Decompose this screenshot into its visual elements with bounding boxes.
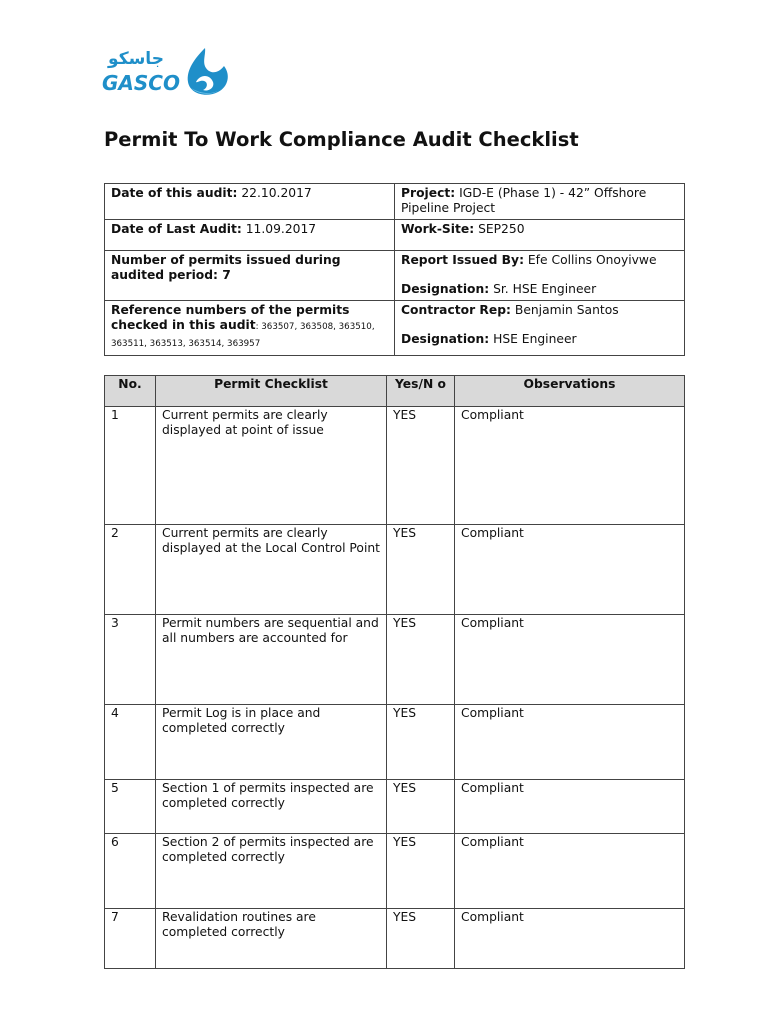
- reference-numbers-cell: [105, 301, 395, 356]
- row-checklist-item: Current permits are clearly displayed at point of issue: [156, 407, 387, 525]
- row-observation: Compliant: [455, 834, 685, 909]
- date-of-audit-value: 22.10.2017: [241, 186, 312, 200]
- row-answer: YES: [387, 407, 455, 525]
- report-issued-cell: [395, 251, 685, 301]
- row-checklist-item: Current permits are clearly displayed at the Local Control Point: [156, 525, 387, 615]
- date-of-audit-cell: [105, 184, 395, 220]
- last-audit-value: 11.09.2017: [245, 222, 317, 236]
- row-number: 6: [105, 834, 156, 909]
- designation-value: HSE Engineer: [493, 332, 577, 346]
- row-observation: Compliant: [455, 525, 685, 615]
- info-row: [105, 220, 685, 251]
- row-checklist-item: Section 2 of permits inspected are completed correctly: [156, 834, 387, 909]
- row-checklist-item: Permit numbers are sequential and all numbers are accounted for: [156, 615, 387, 705]
- last-audit-label: Date of Last Audit:: [111, 222, 242, 236]
- date-of-audit-label: Date of this audit:: [111, 186, 238, 200]
- row-observation: Compliant: [455, 780, 685, 834]
- row-checklist-item: Section 1 of permits inspected are completed correctly: [156, 780, 387, 834]
- permit-checklist-table: [104, 375, 685, 969]
- row-observation: Compliant: [455, 615, 685, 705]
- work-site-cell: [395, 220, 685, 251]
- row-answer: YES: [387, 615, 455, 705]
- gasco-logo: [100, 44, 240, 100]
- row-number: 4: [105, 705, 156, 780]
- report-issued-value: Efe Collins Onoyivwe: [527, 253, 657, 267]
- row-answer: YES: [387, 780, 455, 834]
- row-observation: Compliant: [455, 407, 685, 525]
- row-number: 7: [105, 909, 156, 969]
- checklist-row: [105, 407, 685, 525]
- work-site-label: Work-Site:: [401, 222, 475, 236]
- permits-count-cell: [105, 251, 395, 301]
- contractor-rep-value: Benjamin Santos: [514, 303, 619, 317]
- svg-text:جاسكو: جاسكو: [108, 49, 164, 69]
- designation-label: Designation:: [401, 332, 490, 346]
- row-number: 2: [105, 525, 156, 615]
- reference-numbers-label: Reference numbers of the permits checked in this audit: [111, 303, 350, 332]
- row-checklist-item: Revalidation routines are completed correctly: [156, 909, 387, 969]
- checklist-row: [105, 705, 685, 780]
- report-issued-label: Report Issued By:: [401, 253, 524, 267]
- contractor-rep-cell: [395, 301, 685, 356]
- row-number: 5: [105, 780, 156, 834]
- row-number: 1: [105, 407, 156, 525]
- column-header-no: No.: [105, 376, 156, 407]
- last-audit-cell: [105, 220, 395, 251]
- document-title: Permit To Work Compliance Audit Checklist: [104, 128, 579, 151]
- checklist-row: [105, 834, 685, 909]
- checklist-row: [105, 780, 685, 834]
- info-row: [105, 251, 685, 301]
- info-row: [105, 184, 685, 220]
- row-observation: Compliant: [455, 705, 685, 780]
- row-observation: Compliant: [455, 909, 685, 969]
- work-site-value: SEP250: [478, 222, 525, 236]
- audit-info-table: [104, 183, 685, 356]
- project-value: IGD-E (Phase 1) - 42” Offshore Pipeline Project: [401, 186, 647, 215]
- svg-text:GASCO: GASCO: [102, 71, 180, 95]
- contractor-rep-label: Contractor Rep:: [401, 303, 511, 317]
- checklist-row: [105, 909, 685, 969]
- checklist-row: [105, 615, 685, 705]
- checklist-row: [105, 525, 685, 615]
- info-row: [105, 301, 685, 356]
- column-header-observations: Observations: [455, 376, 685, 407]
- designation-label: Designation:: [401, 282, 490, 296]
- row-answer: YES: [387, 525, 455, 615]
- column-header-permit-checklist: Permit Checklist: [156, 376, 387, 407]
- column-header-yes-no: Yes/N o: [387, 376, 455, 407]
- project-cell: [395, 184, 685, 220]
- row-answer: YES: [387, 909, 455, 969]
- designation-value: Sr. HSE Engineer: [493, 282, 597, 296]
- row-checklist-item: Permit Log is in place and completed correctly: [156, 705, 387, 780]
- reference-numbers-value: : 363507, 363508, 363510, 363511, 363513, 363514, 363957: [111, 322, 375, 349]
- project-label: Project:: [401, 186, 456, 200]
- row-answer: YES: [387, 705, 455, 780]
- row-answer: YES: [387, 834, 455, 909]
- checklist-header-row: [105, 376, 685, 407]
- permits-count-label: Number of permits issued during audited period: 7: [111, 253, 341, 282]
- row-number: 3: [105, 615, 156, 705]
